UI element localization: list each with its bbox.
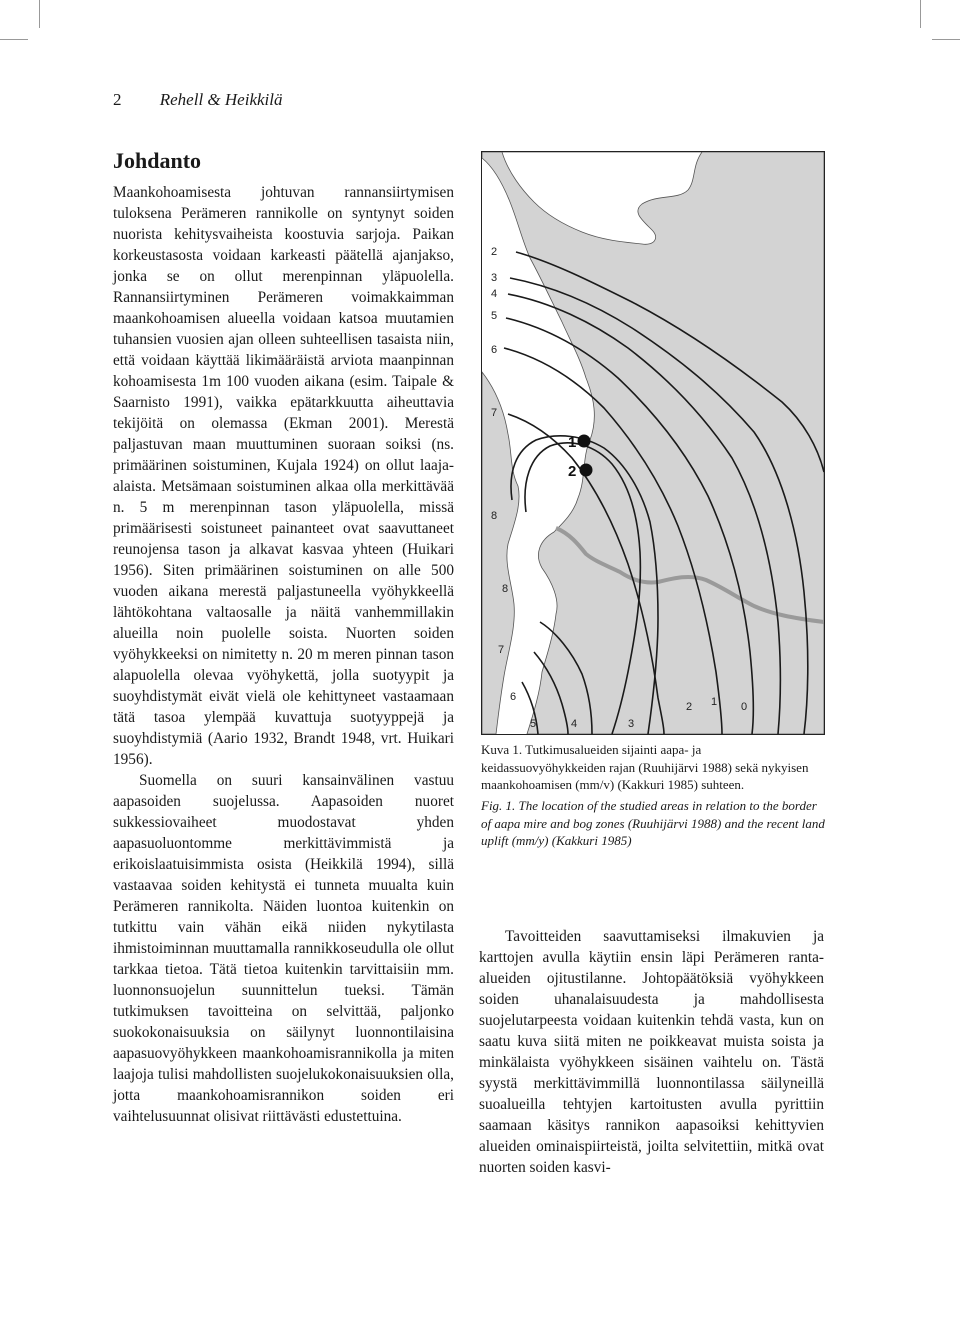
running-header bbox=[113, 90, 282, 110]
paragraph: Maankohoamisesta johtuvan rannansiirtymisen tuloksena Perämeren rannikolle on syntynyt soiden nuorista kehitysvaiheista koostuvia sarjoja. Paikan korkeustasosta voidaan karkeasti päätellä ajanjakso, jonka se on ollut merenpinnan yläpuolella. Rannansiirtyminen Perämeren voimakkaimman maankohoamisen alueella voidaan katsoa muutamien tuhansien vuosien ajan olleen suhteellisen tasaista niin, että voidaan käyttää likimääräistä arviota maanpinnan kohoamisesta 1m 100 vuoden aikana (esim. Taipale & Saarnisto 1991), vaikka epätarkkuutta aiheuttavia tekijöitä on olemassa (Ekman 2001). Merestä paljastuvan maan muuttuminen suoraan soiksi (ns. primäärinen soistuminen, Kujala 1924) on ollut laaja-alaista. Metsämaan soistuminen alkaa olla merkittävää n. 5 m merenpinnan tason yläpuolella, missä primäärisesti soistuneet painanteet ovat saavuttaneet reunojensa tason ja alkavat kasvaa yhteen (Huikari 1956). Siten primäärinen soistuminen on alle 500 vuoden aikana merestä paljastuneella vyöhykkeellä lähtökohtana valtaosalle ja näitä vanhemmillakin alueilla noin puolelle soista. Nuorten soiden vyöhykkeeksi on nimitetty n. 20 m meren pinnan tason alapuolella olevaa vyöhykettä, jolla suotyypit ja suoyhdistymät eivät vielä ole kehittyneet vastaamaan tätä tasoa ylempää kuvattuja suotyyppejä ja suoyhdistymiä (Aario 1932, Brandt 1948, vrt. Huikari 1956). bbox=[113, 184, 454, 768]
contour-label: 8 bbox=[502, 583, 509, 595]
contour-label: 1 bbox=[711, 696, 718, 708]
right-column bbox=[479, 926, 824, 1178]
page-number: 2 bbox=[113, 90, 122, 109]
contour-label: 3 bbox=[628, 718, 635, 730]
crop-mark bbox=[39, 0, 40, 28]
figure-caption-finnish: Kuva 1. Tutkimusalueiden sijainti aapa- ja keidassuovyöhykkeiden rajan (Ruuhijärvi 1988) sekä nykyisen maankohoamisen (mm/v) (Kakkuri 1985) suhteen. bbox=[481, 742, 809, 792]
figure-caption-english: Fig. 1. The location of the studied areas in relation to the border of aapa mire and bog zones (Ruuhijärvi 1988) and the recent land uplift (mm/y) (Kakkuri 1985) bbox=[481, 798, 825, 848]
contour-label: 3 bbox=[491, 272, 498, 284]
crop-mark bbox=[0, 39, 28, 40]
paragraph: Tavoitteiden saavuttamiseksi ilmakuvien ja karttojen avulla käytiin ensin läpi Perämeren ranta-alueiden ojitustilanne. Johtopäätöksiä vyöhykkeen soiden uhanalaisuudesta ja mahdollisesta suojelutarpeesta voidaan kuitenkin tehdä vasta, kun on saatu kuva siitä miten ne poikkeavat muista soista ja minkälaista vyöhykkeen sisäinen vaihtelu on. Tästä syystä merkittävimmillä luonnontilassa säilyneillä suoalueilla tehtyjen kartoitusten avulla pyrittiin saamaan käsitys rannikon aapasoiksi kehittyvien alueiden ominaispiirteistä, joilta selvitettiin, mitkä ovat nuorten soiden kasvi- bbox=[479, 928, 824, 1176]
contour-label: 2 bbox=[491, 246, 498, 258]
study-site-1-marker bbox=[578, 435, 591, 448]
contour-label: 6 bbox=[491, 344, 498, 356]
crop-mark bbox=[932, 39, 960, 40]
contour-label: 0 bbox=[741, 701, 748, 713]
left-column bbox=[113, 182, 454, 1127]
crop-mark bbox=[920, 0, 921, 28]
contour-label: 6 bbox=[510, 691, 517, 703]
running-header-authors: Rehell & Heikkilä bbox=[159, 90, 283, 109]
section-title: Johdanto bbox=[113, 148, 202, 173]
study-site-label: 2 bbox=[568, 463, 577, 480]
contour-label: 5 bbox=[491, 310, 498, 322]
uplift-map bbox=[482, 152, 824, 734]
uplift-map-figure bbox=[481, 151, 825, 735]
west-land bbox=[482, 372, 519, 734]
contour-label: 5 bbox=[530, 718, 537, 730]
paragraph: Suomella on suuri kansainvälinen vastuu aapasoiden suojelussa. Aapasoiden nuoret sukkessiovaiheet muodostavat yhden aapasuoluontomme merkittävimmistä ja erikoislaatuisimmista osista (Heikkilä 1994), sillä vastaavaa soiden kehitystä ei tunneta muualta kuin Perämeren rannikolta. Näiden luontoa kuitenkin on tutkittu vain vähän eikä niiden nykytilasta ihmistoiminnan muuttamalla rannikkoseudulla ole ollut tarkkaa tietoa. Tätä tietoa kuitenkin tarvittaisiin mm. luonnonsuojelun suunnittelun tueksi. Tämän tutkimuksen tavoitteina on selvittää, paljonko suokokonaisuuksia on säilynyt luonnontilaisina aapasuovyöhykkeen maankohoamisrannikolla ja miten laajoja tulisi mahdollisten suojelukokonaisuuksien olla, jotta maankohoamisrannikon soiden eri vaihtelusuunnat olisivat riittävästi edustettuina. bbox=[113, 772, 454, 1125]
study-site-label: 1 bbox=[568, 434, 577, 451]
contour-label: 4 bbox=[491, 288, 498, 300]
contour-label: 2 bbox=[686, 701, 693, 713]
contour-label: 7 bbox=[491, 407, 498, 419]
contour-label: 7 bbox=[498, 644, 505, 656]
contour-label: 4 bbox=[571, 718, 578, 730]
study-site-2-marker bbox=[580, 464, 593, 477]
contour-label: 8 bbox=[491, 510, 498, 522]
